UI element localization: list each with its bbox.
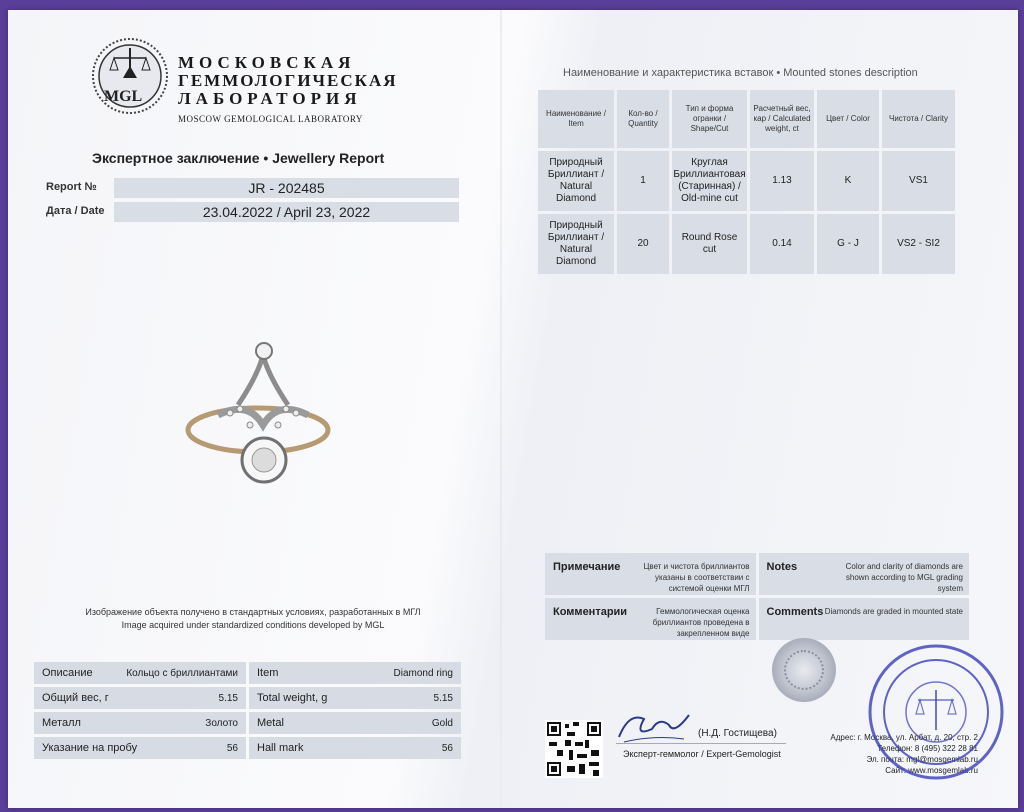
stones-header-item: Наименование / Item: [538, 90, 614, 148]
details-ru-value: 56: [226, 742, 238, 754]
details-cell-en: [249, 737, 461, 759]
expert-title: Эксперт-геммолог / Expert-Gemologist: [623, 749, 781, 759]
report-document: [8, 10, 1018, 808]
details-cell-en: [249, 687, 461, 709]
notes-row: [545, 553, 969, 595]
lab-name-line1: МОСКОВСКАЯ: [178, 53, 356, 72]
details-cell-ru: [34, 712, 246, 734]
report-title: Экспертное заключение • Jewellery Report: [92, 150, 385, 166]
details-row: [34, 662, 467, 684]
report-date-label: Дата / Date: [46, 205, 105, 217]
stones-table: [538, 90, 958, 277]
report-number-label: Report №: [46, 181, 97, 193]
signature-line: [616, 743, 786, 744]
stones-cell-clarity: VS2 - SI2: [882, 214, 955, 274]
comment-ru: [545, 598, 756, 640]
note-en-text: Color and clarity of diamonds are shown according to MGL grading system: [845, 562, 963, 593]
details-cell-ru: [34, 662, 246, 684]
image-caption: [48, 606, 458, 632]
details-en-value: Gold: [431, 717, 453, 729]
details-ru-label: Металл: [42, 717, 81, 729]
stones-cell-clarity: VS1: [882, 151, 955, 211]
details-ru-label: Общий вес, г: [42, 692, 109, 704]
logo-abbr: MGL: [104, 88, 143, 105]
lab-name: [178, 54, 398, 124]
stones-cell-quantity: 20: [617, 214, 669, 274]
details-cell-en: [249, 712, 461, 734]
details-ru-label: Описание: [42, 667, 93, 679]
comment-ru-label: Комментарии: [553, 606, 628, 618]
ring-photo: [178, 335, 348, 505]
details-en-value: Diamond ring: [393, 667, 453, 679]
stones-cell-color: K: [817, 151, 879, 211]
report-number-row: [46, 178, 461, 198]
details-cell-ru: [34, 687, 246, 709]
comment-ru-text: Геммологическая оценка бриллиантов проведена в закрепленном виде: [652, 607, 750, 638]
stones-cell-color: G - J: [817, 214, 879, 274]
report-date-row: [46, 202, 461, 222]
details-row: [34, 687, 467, 709]
stones-header-weight: Расчетный вес, кар / Calculated weight, ct: [750, 90, 814, 148]
details-ru-value: Кольцо с бриллиантами: [126, 667, 238, 679]
website-line: Сайт: www.mosgemlab.ru: [885, 766, 978, 775]
details-row: [34, 737, 467, 759]
note-ru-label: Примечание: [553, 561, 621, 573]
image-caption-ru: Изображение объекта получено в стандартных условиях, разработанных в МГЛ: [85, 607, 421, 617]
image-caption-en: Image acquired under standardized conditions developed by MGL: [121, 620, 385, 630]
item-details-table: [34, 662, 467, 762]
details-ru-label: Указание на пробу: [42, 742, 138, 754]
address-line: Адрес: г. Москва, ул. Арбат, д. 20, стр. 2: [830, 733, 978, 742]
signature-icon: [614, 707, 694, 747]
stones-header-quantity: Кол-во / Quantity: [617, 90, 669, 148]
note-ru: [545, 553, 756, 595]
details-en-label: Total weight, g: [257, 692, 328, 704]
email-line: Эл. почта: mgl@mosgemlab.ru: [866, 755, 978, 764]
details-en-label: Metal: [257, 717, 284, 729]
comment-en: [759, 598, 970, 640]
lab-name-line3: ЛАБОРАТОРИЯ: [178, 89, 362, 108]
note-en: [759, 553, 970, 595]
stones-cell-cut: Круглая Бриллиантовая (Старинная) / Old-mine cut: [672, 151, 747, 211]
stones-header-row: [538, 90, 958, 148]
stones-header-cut: Тип и форма огранки / Shape/Cut: [672, 90, 747, 148]
hologram-inner: [784, 650, 824, 690]
notes-block: [545, 553, 969, 643]
details-en-value: 5.15: [433, 692, 453, 704]
details-ru-value: Золото: [205, 717, 238, 729]
page-fold: [500, 10, 502, 808]
details-ru-value: 5.15: [218, 692, 238, 704]
stones-cell-weight: 0.14: [750, 214, 814, 274]
official-stamp-icon: [866, 642, 1006, 782]
stones-row: [538, 151, 958, 211]
comment-en-text: Diamonds are graded in mounted state: [824, 607, 963, 616]
comment-en-label: Comments: [766, 606, 824, 618]
lab-name-line2: ГЕММОЛОГИЧЕСКАЯ: [178, 71, 398, 90]
note-en-label: Notes: [766, 561, 798, 573]
stones-cell-cut: Round Rose cut: [672, 214, 747, 274]
report-date-value: 23.04.2022 / April 23, 2022: [114, 202, 459, 222]
qr-code-icon: [545, 720, 603, 778]
stones-header-color: Цвет / Color: [817, 90, 879, 148]
stones-cell-weight: 1.13: [750, 151, 814, 211]
lab-logo-block: [90, 36, 398, 146]
details-cell-ru: [34, 737, 246, 759]
report-number-value: JR - 202485: [114, 178, 459, 198]
stones-cell-item: Природный Бриллиант / Natural Diamond: [538, 214, 614, 274]
details-row: [34, 712, 467, 734]
hologram-seal-icon: [772, 638, 836, 702]
lab-name-en: MOSCOW GEMOLOGICAL LABORATORY: [178, 114, 363, 124]
phone-line: Телефон: 8 (495) 322 28 81: [877, 744, 978, 753]
details-en-label: Item: [257, 667, 279, 679]
details-en-label: Hall mark: [257, 742, 304, 754]
stones-title: Наименование и характеристика вставок • Mounted stones description: [563, 67, 918, 79]
stones-cell-quantity: 1: [617, 151, 669, 211]
expert-name: (Н.Д. Гостищева): [698, 728, 777, 739]
stones-header-clarity: Чистота / Clarity: [882, 90, 955, 148]
stones-cell-item: Природный Бриллиант / Natural Diamond: [538, 151, 614, 211]
details-cell-en: [249, 662, 461, 684]
details-en-value: 56: [441, 742, 453, 754]
stones-row: [538, 214, 958, 274]
note-ru-text: Цвет и чистота бриллиантов указаны в соответствии с системой оценки МГЛ: [643, 562, 750, 593]
comments-row: [545, 598, 969, 640]
